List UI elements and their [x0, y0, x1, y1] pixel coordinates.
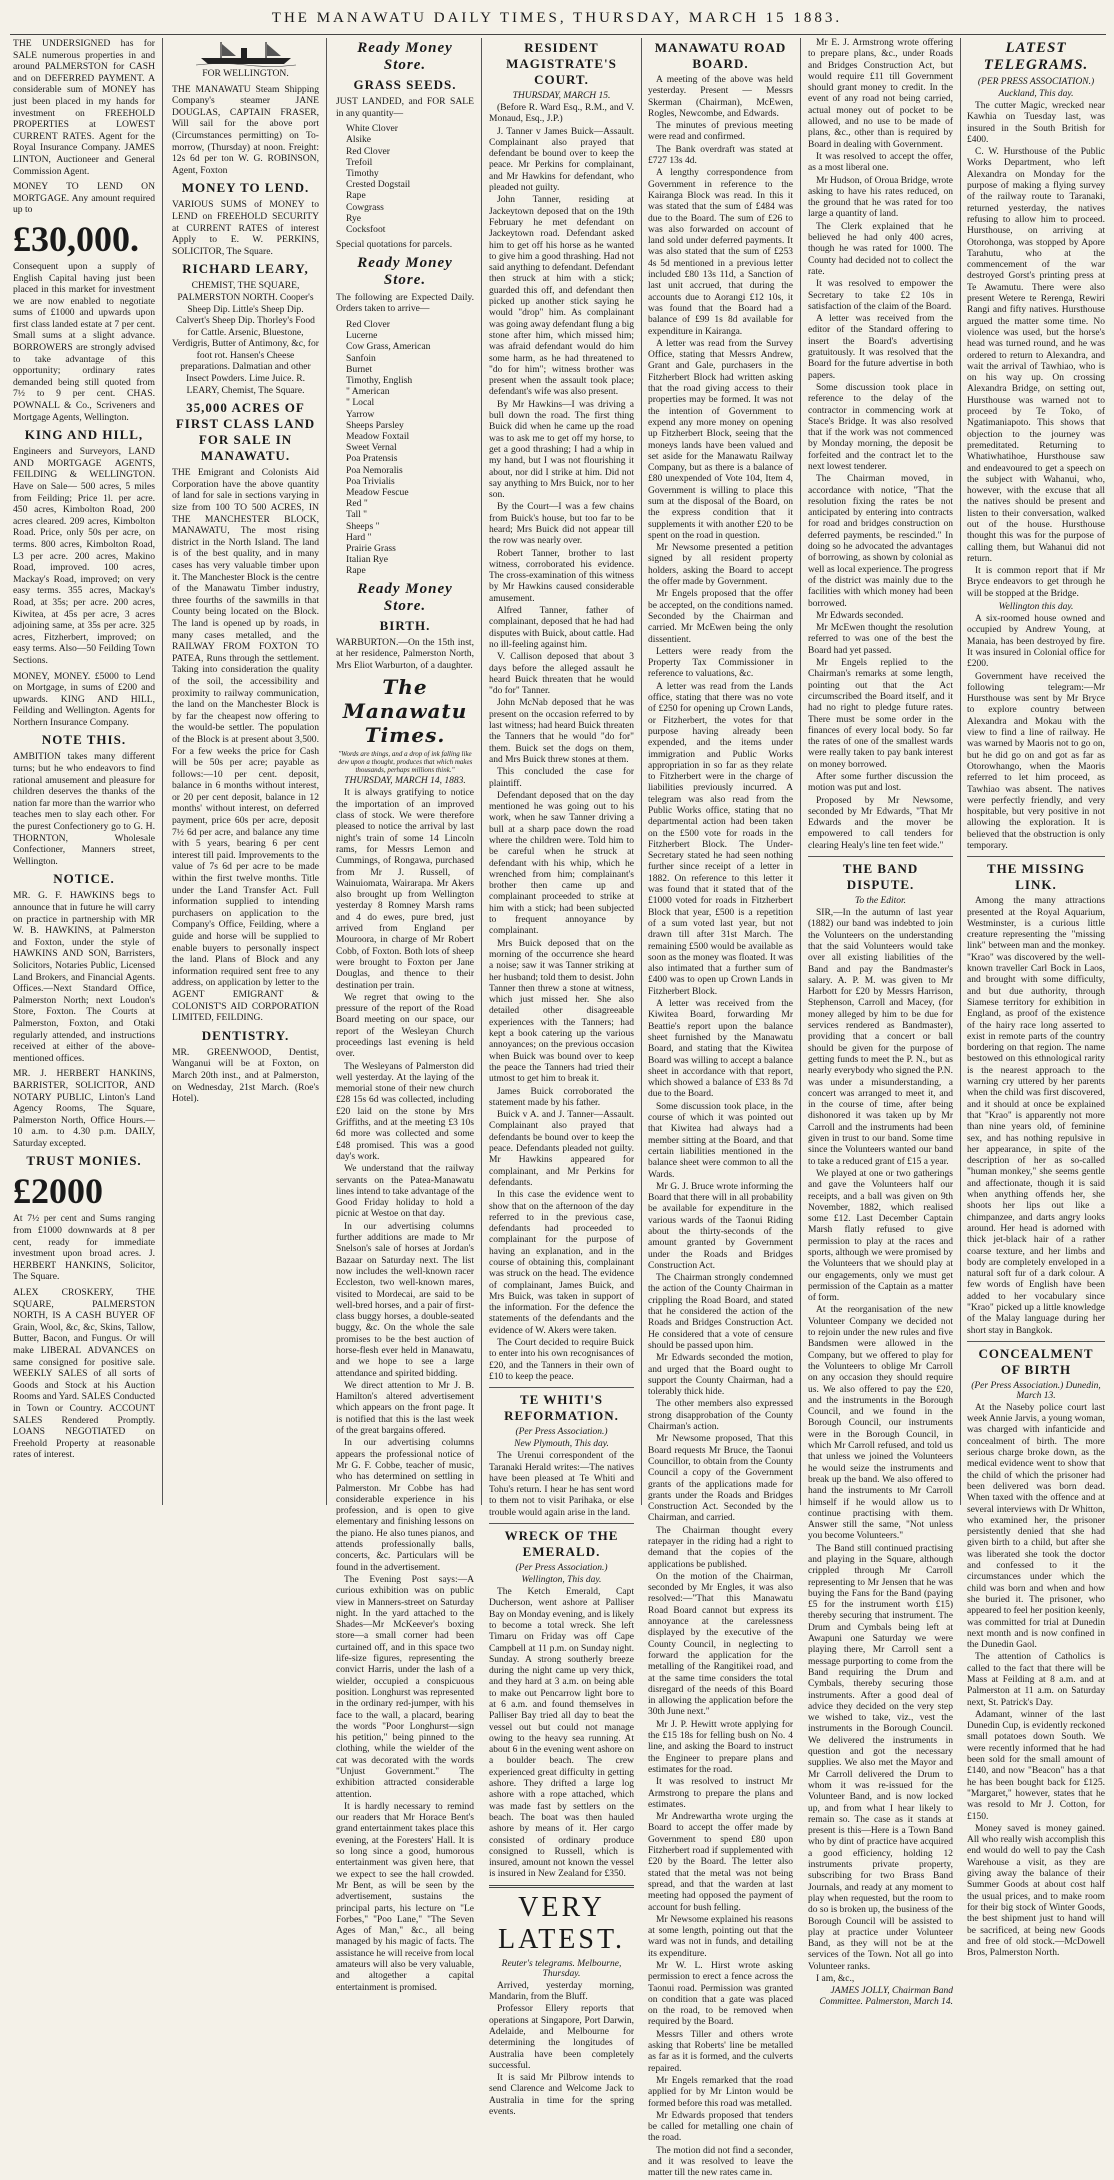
section-heading: TRUST MONIES. [26, 1153, 142, 1169]
article-paragraph: Some discussion took place, in the course of which it was pointed out that Kiwitea had always had a member sitting at the Board, and that certain liabilities mentioned in the balance sheet were common to all the Wards. [648, 1101, 793, 1180]
list-item: Sheeps " [346, 520, 380, 532]
advertisement: At 7½ per cent and Sums ranging from £1000 downwards at 8 per cent, ready for immediate investment upon broad acres. J. HERBERT HANKINS, Solicitor, The Square. [13, 1213, 155, 1283]
dateline: (PER PRESS ASSOCIATION.) [977, 77, 1095, 87]
section-heading: THE MISSING LINK. [986, 861, 1086, 893]
article-paragraph: We played at one or two gatherings and gave the Volunteers half our receipts, and a ball was given on 9th November, 1882, which realised some £12. Last December Captain Marsh flatly refused to give permission to play at the races and sports, although we were promised by the Volunteers that we should play at our engagements, only we must get permission of the Captain as a matter of form. [808, 1168, 953, 1304]
section-heading: THE BAND DISPUTE. [842, 861, 919, 893]
article-paragraph: Mr G. J. Bruce wrote informing the Board that there will in all probability be available for expenditure in the various wards of the Taonui Riding about the thirty-seconds of the amount granted by Government under the Roads and Bridges Construction Act. [648, 1181, 793, 1271]
dateline: To the Editor. [854, 896, 907, 907]
article-paragraph: (Before R. Ward Esq., R.M., and V. Monaud, Esq., J.P.) [489, 103, 634, 125]
list-item: Poa Nemoralis [346, 464, 403, 476]
advertisement: THE Emigrant and Colonists Aid Corporation have the above quantity of land for sale in sections varying in size from 100 TO 500 ACRES, IN THE MANCHESTER BLOCK, MANAWATU, The most rising district in the North Island. The land is of the best quality, and in many cases has very valuable timber upon it. The Manchester Block is the centre of the Manawatu Timber industry, three fourths of the sawmills in that County being located on the Block. The land is opened up by roads, in many cases metalled, and the RAILWAY FROM FOXTON TO PATEA, Runs through the settlement. Taking into consideration the quality of the soil, the accessibility and proximity to railway communication, the land on the Manchester Block is by far the cheapest now offering to the would-be settler. The population of the Block is at present about 3,500. For a few weeks the price for Cash will be 50s per acre; payable as follows:—10 per cent. deposit, balance in 6 months without interest, or 20 per cent deposit, balance in 12 months' without interest, on deferred payment, price 60s per acre, deposit 7½ 6d per acre, and balance any time with 5 years, bearing 6 per cent interest till paid. Improvements to the value of 7s 6d per acre to be made within the first twelve months. Title under the Land Transfer Act. Full information supplied to intending purchasers on application to the Company's Office, Feilding, where a guide and horse will be supplied to enable buyers to personally inspect the land. Plans of Block and any information required sent free to any address, on application by letter to the AGENT EMIGRANT & COLONIST'S AID CORPORATION LIMITED, FEILDING. [172, 467, 319, 1024]
section-heading: Ready Money Store. [357, 40, 453, 73]
list-item: Rape [346, 190, 366, 202]
section-heading: GRASS SEEDS. [353, 77, 457, 92]
dateline: Wellington, This day. [521, 1575, 602, 1586]
section-heading: MONEY TO LEND. [181, 180, 310, 196]
dateline: Reuter's telegrams. Melbourne, Thursday. [501, 1958, 622, 1979]
article-paragraph: A lengthy correspondence from Government in reference to the Kairanga Block was read. In this it was stated that the sum of £484 was due to the Board. The sum of £26 to was also forwarded on account of land sold under deferred payments. It was also stated that the sum of £253 4s 5d mentioned in a previous letter included £80 13s 11d, a Sanction of last unit accrued, that during the accounts due to Aorangi £12 10s, it was found that the Board had a balance of £99 1s 8d available for expenditure in Kairanga. [648, 168, 793, 337]
column-rule [800, 38, 801, 1505]
column-rule [162, 38, 163, 1505]
article-paragraph: The Chairman strongly condemned the action of the County Chairman in crippling the Road Board, and stated that he considered the action of the Roads and Bridges Construction Act. He considered that a vote of censure should be passed upon him. [648, 1273, 793, 1351]
article-paragraph: Alfred Tanner, father of complainant, deposed that he had had disputes with Buick, about cattle. Had no ill-feeling against him. [489, 606, 634, 650]
article-paragraph: The cutter Magic, wrecked near Kawhia on Tuesday last, was insured in the South British for £400. [967, 101, 1105, 145]
article-paragraph: It is always gratifying to notice the importation of an improved class of stock. We were therefore pleased to notice the arrival by last night's train of some 14 Lincoln rams, for Messrs Lemon and Cummings, of Rongawa, purchased from Mr J. Russell, of Wainuiomata, Wairarapa. Mr Akers also brought up from Wellington yesterday 8 Romney Marsh rams and 4 do ewes, pure bred, just arrived from England per Mouroora, in charge of Mr Robert Cobb, of Foxton. Both lots of sheep were brought to Foxton per Jane Douglas, and thence to their destination per train. [336, 788, 474, 991]
section-heading: RICHARD LEARY, [182, 261, 309, 277]
column-6 [803, 38, 958, 2008]
dateline: (Per Press Association.) [515, 1563, 608, 1574]
article-paragraph: C. W. Hursthouse of the Public Works Department, who left Alexandra on Monday for the purpose of making a flying survey of the railway route to Taranaki, returned yesterday, the natives refusing to allow him to proceed. Hursthouse, on arriving at Otorohonga, was stopped by Apore Tarahutu, who at the commencement of the war destroyed Gorst's printing press at Te Awamutu. There were also present Wetere te Rerenga, Rewiri Rangi and fifty natives. Hursthouse argued the matter some time. No violence was used, but the horse's head was turned round, and he was ordered to return to Alexandra, and wait the arrival of Tawhiao, who is on his way up. On crossing Alexandra Bridge, on setting out, Hursthouse was warned not to proceed by Te Toko, of Ngatimaniapoto. This shows that objection to the journey was premeditated. Returning to Whatiwhatihoe, Hursthouse saw and endeavoured to get a speech on the subject with Wahanui, who, however, with the excuse that all the natives should be present and listen to their conversation, walked out of the house. Hursthouse thought this was for the purpose of calling them, but Wahanui did not return. [967, 147, 1105, 564]
article-paragraph: Professor Ellery reports that operations at Singapore, Port Darwin, Adelaide, and Melbourne for determining the longitudes of Australia have been completely successful. [489, 2004, 634, 2071]
list-item: Prairie Grass [346, 543, 396, 555]
seed-list [336, 123, 474, 235]
article-paragraph: John McNab deposed that he was present on the occasion referred to by last witness; had heard Buick threaten the Tanners that he would "do for" them. Buick set the dogs on them, and Mrs Buick threw stones at them. [489, 698, 634, 765]
article-paragraph: On the motion of the Chairman, seconded by Mr Engles, it was also resolved:—"That this Manawatu Road Board cannot but express its annoyance at the carelessness displayed by the executive of the County Council, in neglecting to forward the application for the metalling of the Rangitikei road, and at the same time considers the total disregard of the needs of this Board in allowing the application before the 30th June next." [648, 1571, 793, 1718]
article-paragraph: Defendant deposed that on the day mentioned he was going out to his work, when he saw Tanner driving a bull at a sharp pace down the road where the children were. Told him to be careful when he struck at defendant with his whip, which he wrenched from him; complainant's brother then came up and complainant proceeded to strike at him with a stick; had been subjected to frequent annoyance by complainant. [489, 790, 634, 937]
article-paragraph: A letter was read from the Survey Office, stating that Messrs Andrew, Grant and Gale, purchasers in the Fitzherbert Block had written asking that the road giving access to their properties may be formed. It was not the intention of Government to expend any more money on opening up Fitzherbert Block, seeing that the moneys lands have been valued and set aside for the Manawatu Railway Company, but as there is a balance of £80 unexpended of Vote 104, Item 4, Government is willing to place this sum at the disposal of the Board, on the express condition that it supplements it with another £20 to be spent on the road in question. [648, 338, 793, 541]
column-1 [8, 38, 160, 1505]
section-heading: 35,000 ACRES OF FIRST CLASS LAND FOR SALE IN MANAWATU. [175, 400, 316, 464]
advertisement: MONEY, MONEY. £5000 to Lend on Mortgage, in sums of £200 and upwards. KING AND HILL, Feilding and Wellington. Agents for Northern Insurance Company. [13, 670, 155, 728]
article-paragraph: A letter was received from the editor of the Standard offering to insert the Board's advertising gratuitously. It was resolved that the Board for the future advertise in both papers. [808, 314, 953, 381]
article-paragraph: Mr Newsome presented a petition signed by all resident property holders, asking the Board to accept the offer made by Government. [648, 543, 793, 588]
list-item: Trefoil [346, 156, 373, 168]
article-paragraph: Government have received the following telegram:—Mr Hursthouse was sent by Mr Bryce to explore country between Alexandra and Mokau with the view to find a line of railway. He was warned by Maoris not to go on, but he did go on and got as far as Otorowhango, when the Maoris referred to let him proceed, as Tawhiao was absent. The natives were perfectly friendly, and very hospitable, but very positive in not allowing the exploration. It is believed that the obstruction is only temporary. [967, 671, 1105, 851]
article-paragraph: Mr W. L. Hirst wrote asking permission to erect a fence across the Taonui road. Permission was granted on condition that a gate was placed on the road, to be removed when required by the Board. [648, 1960, 793, 2028]
article-paragraph: The Chairman moved, in accordance with notice, "That the resolution fixing the rates be not anticipated by entering into contracts for road and bridges construction on deferred payments, be rescinded." In doing so he advocated the advantages of borrowing, as shown by colonial as well as local experience. The progress of the district was mainly due to the facilities with which money had been borrowed. [808, 474, 953, 609]
article-paragraph: The Bank overdraft was stated at £727 13s 4d. [648, 144, 793, 167]
column-5 [643, 38, 798, 2179]
article-paragraph: The Ketch Emerald, Capt Ducherson, went ashore at Palliser Bay on Monday evening, and is likely to become a total wreck. She left Timaru on Friday was off Cape Campbell at 11 p.m. on Sunday night. Sunday. A strong southerly breeze during the night came up very thick, and they hard at 3 a.m. on being able to make out Pencarrow light bore to at 6 a.m. and found themselves in Palliser Bay tried all day to beat the vessel out but could not manage owing to the heavy sea running. At about 6 in the evening went ashore on a boulder beach. The crew experienced great difficulty in getting ashore. They drifted a large log ashore with a rope attached, which was made fast by settlers on the beach. The boat was then hauled ashore by means of it. Her cargo consisted of ordinary produce consigned to Russell, which is insured, amount not known the vessel is insured in New Zealand for £350. [489, 1587, 634, 1880]
advertisement: Special quotations for parcels. [336, 239, 453, 251]
list-item: Alsike [346, 134, 372, 146]
dateline: THURSDAY, MARCH 15. [512, 91, 611, 101]
advertisement: Engineers and Surveyors, LAND AND MORTGAGE AGENTS, FEILDING & WELLINGTON. Have on Sale— 500 acres, 5 miles from Feilding; Price 1l. per acre. 450 acres, Kimbolton Road, 200 acres cleared. 209 acres, Kimbolton Road. Price, only 50s per acre, on terms. 800 acres, Kimbolton Road, L3 per acre. 200 acres, Makino Road, improved. 100 acres, Mackay's Road, improved; on very easy terms. 355 acres, Mackay's Road, at 35s; per acre. 200 acres, Kiwitea, at 45s per acre, 3 acres adjoining same, at 35s per acre. 325 acres, Fitzherbert, improved; on easy terms. Also—50 Feilding Town Sections. [13, 446, 155, 666]
section-heading: Ready Money Store. [357, 580, 453, 614]
article-paragraph: It is common report that if Mr Bryce endeavors to get through he will be stopped at the Bridge. [967, 566, 1105, 599]
advertisement: MONEY TO LEND ON MORTGAGE. Any amount required up to [13, 181, 155, 216]
article-paragraph: A letter was read from the Lands office, stating that there was no vote of £250 for opening up Crown Lands, or Fitzherbert, the votes for that purpose having already been expended, and the items under immigration and Public Works appropriation in so far as they relate to Fitzherbert were in the charge of liabilities previously incurred. A telegram was also read from the Public Works office, stating that no departmental action had been taken on the £500 vote for roads in the Fitzherbert Block. The Under-Secretary stated he had seen nothing further since receipt of a letter in 1882. On reference to this letter it was found that it stated that of the £1000 voted for roads in Fitzherbert Block that year, £500 is a repetition of a sum voted last year, but not drawn till after 31st March. The remaining £500 would be available as soon as the money was floated. It was also intimated that a further sum of £400 was to open up Crown Lands in Fitzherbert Block. [648, 681, 793, 997]
article-paragraph: Mr Andrewartha wrote urging the Board to accept the offer made by Government to spend £80 upon Fitzherbert road if supplemented with £20 by the Board. The letter also stated that the metal was not being spread, and that the warden at last meeting had opposed the payment of account for bush felling. [648, 1812, 793, 1913]
article-paragraph: The Urenui correspondent of the Taranaki Herald writes:—The natives have been pleased at Te Whiti and Tohu's return. I hear he has sent word to them not to visit Parihaka, or else trouble would again arise in the land. [489, 1451, 634, 1518]
column-rule [960, 38, 961, 1505]
advertisement: MR. GREENWOOD, Dentist, Wanganui will be at Foxton, on March 20th inst., and at Palmerston, on Wednesday, 21st March. (Roe's Hotel). [172, 1046, 319, 1105]
list-item: Red Clover [346, 145, 390, 157]
article-paragraph: We regret that owing to the pressure of the report of the Road Board meeting on our space, our report of the Wesleyan Church proceedings last evening is held over. [336, 992, 474, 1060]
article-paragraph: Among the many attractions presented at the Royal Aquarium, Westminster, is a curious little creature representing the "missing link" between man and the monkey. "Krao" was discovered by the well-known traveller Carl Bock in Laos, and brought with some difficulty, and but due authority, through Siamese territory for exhibition in England, as proof of the existence of the hairy race long asserted to exist in remote parts of the country bordering on that region. The name bestowed on this ethnological rarity is the nearest approach to the warning cry uttered by her parents when the child was first discovered, and it should at once be explained that "Krao" is apparently not more than nine years old, of feminine sex, and has nothing repulsive in her appearance, in spite of the description of her as so-called "human monkey," she seems gentle and affectionate, though it is said when anything offends her, she shoots her lips out like a chimpanzee, and darts angry looks around. Her head is adorned with thick jet-black hair of a rather coarse texture, and her limbs and body are completely enveloped in a natural soft fur of a dark colour. A few words of English have been added to her vocabulary since "Krao" picked up a little knowledge of the Malay language during her short stay in Bangkok. [967, 896, 1105, 1336]
list-item: Poa Trivialis [346, 475, 395, 487]
article-paragraph: The Court decided to require Buick to enter into his own recognisances of £20, and the Tanners in their own of £10 to keep the peace. [489, 1338, 634, 1382]
list-item: " American [346, 386, 390, 398]
article-paragraph: The Chairman thought every ratepayer in the riding had a right to demand that the copies of the applications be published. [648, 1525, 793, 1570]
article-paragraph: Mrs Buick deposed that on the morning of the occurrence she heard a noise; saw it was Tanner striking at her husband; told them to desist. John Tanner then threw a stone at witness, which just missed her. She also detailed other disagreeable experiences with the Tanners; had kept a book catering up the various annoyances; on the previous occasion when Buick was bound over to keep the peace the Tanners had tried their utmost to get him to break it. [489, 938, 634, 1085]
section-heading: DENTISTRY. [201, 1027, 290, 1043]
article-paragraph: The attention of Catholics is called to the fact that there will be Mass at Feilding at 8 a.m. and at Palmerston at 11 a.m. on Saturday next, St. Patrick's Day. [967, 1652, 1105, 1708]
advertisement: WARBURTON.—On the 15th inst, at her residence, Palmerston North, Mrs Eliot Warburton, of a daughter. [336, 636, 474, 671]
article-paragraph: Mr Hudson, of Oroua Bridge, wrote asking to have his rates reduced, on the ground that he was rated for too large a quantity of land. [808, 175, 953, 220]
article-paragraph: After some further discussion the motion was put and lost. [808, 772, 953, 794]
advertisement: MR. G. F. HAWKINS begs to announce that in future he will carry on practice in partnership with MR W. B. HAWKINS, at Palmerston and Foxton, under the style of HAWKINS AND SON, Barristers, Solicitors, Notaries Public, Licensed Land Brokers, and Financial Agents. Offices.—Next Standard Office, Palmerston North; next Loudon's Store, Foxton. The Courts at Palmerston, Foxton, and Otaki regularly attended, and instructions received at either of the above-mentioned offices. [13, 890, 155, 1064]
divider [489, 1523, 634, 1524]
article-paragraph: We direct attention to Mr J. B. Hamilton's altered advertisement which appears on the front page. It is notified that this is the last week of the great bargains offered. [336, 1380, 474, 1437]
article-paragraph: In this case the evidence went to show that on the afternoon of the day referred to in the previous case, defendants had proceeded to complainant for the purpose of having an explanation, and in the course of obtaining this, complainant was struck on the head. The evidence of complainant, James Buick, and Mrs Buick, was taken in support of the information. For the defence the statements of the defendants and the evidence of W. Akers were taken. [489, 1190, 634, 1336]
dateline: (Per Press Association.) [515, 1427, 608, 1438]
article-paragraph: At the Naseby police court last week Annie Jarvis, a young woman, was charged with infanticide and concealment of birth. The more serious charge broke down, as the medical evidence went to show that the child of which the prisoner had been delivered was born dead. When taxed with the offence and at several interviews with Dr Whitton, who examined her, the prisoner persistently denied that she had given birth to a child, but after she was liberated she took the doctor and confessed to it the circumstances under which the child was born and when and how she buried it. The prisoner, who appeared to feel her position keenly, was committed for trial at Dunedin next month and is now confined in the Dunedin Gaol. [967, 1402, 1105, 1651]
article-paragraph: A six-roomed house owned and occupied by Andrew Young, at Manaia, has been destroyed by fire. It was insured in Colonial office for £200. [967, 614, 1105, 670]
masthead-rule [10, 34, 1106, 35]
list-item: Sheeps Parsley [346, 419, 404, 431]
article-paragraph: Money saved is money gained. All who really wish accomplish this end would do well to pay the Cash Warehouse a visit, as they are giving away the balance of their Summer Goods at about cost half the usual prices, and to make room for their big stock of Winter Goods, the best shipment just to hand will be sacrificed, at being new Goods and free of old stock.—McDowell Bros, Palmerston North. [967, 1823, 1105, 1959]
column-rule [481, 38, 482, 1505]
list-item: Cow Grass, American [346, 341, 431, 353]
divider [967, 1341, 1105, 1342]
list-item: Poa Pratensis [346, 453, 398, 465]
article-paragraph: It was resolved to accept the offer, as a most liberal one. [808, 151, 953, 174]
section-heading: KING AND HILL, [24, 427, 144, 443]
display-amount: £30,000. [13, 218, 139, 259]
section-heading: MANAWATU ROAD BOARD. [654, 40, 787, 71]
column-7 [962, 38, 1110, 1959]
list-item: " Local [346, 397, 375, 409]
section-heading: TE WHITI'S REFORMATION. [504, 1392, 619, 1424]
list-item: Yarrow [346, 408, 375, 420]
advertisement: ALEX CROSKERY, THE SQUARE, PALMERSTON NORTH, IS A CASH BUYER OF Grain, Wool, &c, &c, Skins, Tallow, Butter, Bacon, and Fungus. Or will make LIBERAL ADVANCES on same consigned for positive sale. WEEKLY SALES of all sorts of Goods and Stock at his Auction Rooms and Yard. SALES Conducted in Town or Country. ACCOUNT SALES Rendered Promptly. LOANS NEGOTIATED on Freehold Property at reasonable rates of interest. [13, 1287, 155, 1461]
list-item: Cowgrass [346, 201, 384, 213]
section-heading: RESIDENT MAGISTRATE'S COURT. [506, 40, 617, 87]
article-paragraph: We understand that the railway servants on the Patea-Manawatu lines intend to take advantage of the Good Friday holiday to hold a picnic at Westoe on that day. [336, 1164, 474, 1220]
article-paragraph: Mr Engels remarked that the road applied for by Mr Linton would be formed before this road was metalled. [648, 2075, 793, 2109]
article-paragraph: It is hardly necessary to remind our readers that Mr Horace Bent's grand entertainment takes place this evening, at the Foresters' Hall. It is so long since a good, humorous entertainment was given here, that we expect to see the hall crowded. Mr Bent, as will be seen by the advertisement, sustains the principal parts, his lecture on "Le Forbes," "Poo Lane," "The Seven Ages of Man," &c., all being managed by his magic of facts. The assistance he will receive from local amateurs will also be very valuable, and altogether a capital entertainment is promised. [336, 1801, 474, 1993]
article-paragraph: Mr Edwards seconded. [816, 610, 904, 621]
article-paragraph: Mr Edwards proposed that tenders be called for metalling one chain of the road. [648, 2110, 793, 2144]
article-paragraph: J. Tanner v James Buick—Assault. Complainant also prayed that defendant be bound over to keep the peace. Mr Perkins for complainant, and Mr Hawkins for defendant, who pleaded not guilty. [489, 126, 634, 194]
article-paragraph: The other members also expressed strong disapprobation of the County Chairman's action. [648, 1399, 793, 1433]
list-item: Tall " [346, 509, 368, 521]
dateline: THURSDAY, MARCH 14, 1883. [344, 776, 466, 787]
column-4 [484, 38, 639, 2118]
list-item: Italian Rye [346, 554, 388, 566]
list-item: White Clover [346, 123, 398, 135]
article-paragraph: James Buick corroborated the statement made by his father. [489, 1086, 634, 1108]
article-paragraph: A letter was received from the Kiwitea Board, forwarding Mr Beattie's report upon the balance sheet furnished by the Manawatu Board, and stating that the Kiwitea Board was willing to accept a balance sheet in accordance with that report, which showed a balance of £33 8s 7d due to the Board. [648, 999, 793, 1100]
advertisement: Consequent upon a supply of English Capital having just been placed in this market for investment we are now enabled to negotiate sums of £1000 and upwards upon first class landed estate at 7 per cent. Small sums at a slight advance. BORROWERS are strongly advised to take advantage of this opportunity; ordinary rates demanded being still quoted from 7½ to 9 per cent. CHAS. POWNALL & Co., Scriveners and Mortgage Agents, Wellington. [13, 260, 155, 423]
section-heading: NOTICE. [53, 871, 115, 887]
column-3 [331, 38, 479, 1993]
newspaper-nameplate: The Manawatu Times. [342, 675, 468, 748]
article-paragraph: Letters were ready from the Property Tax Commissioner in reference to valuations, &c. [648, 646, 793, 680]
article-paragraph: Proposed by Mr Newsome, seconded by Mr Edwards, "That Mr Edwards and the mover be empowered to call tenders for clearing Healy's line ten feet wide." [808, 795, 953, 851]
list-item: Red " [346, 498, 368, 510]
advertisement: JUST LANDED, and FOR SALE in any quantity— [336, 96, 474, 119]
article-paragraph: Arrived, yesterday morning, Mandarin, from the Bluff. [489, 1980, 634, 2003]
list-item: Meadow Foxtail [346, 431, 410, 443]
advertisement: MR. J. HERBERT HANKINS, BARRISTER, SOLICITOR, AND NOTARY PUBLIC, Linton's Land Agency Rooms, The Square, Palmerston North, Office Hours.—10 a.m. to 4.30 p.m. DAILY, Saturday excepted. [13, 1068, 155, 1149]
list-item: Hard " [346, 531, 372, 543]
list-item: Red Clover [346, 319, 390, 330]
section-heading: LATEST TELEGRAMS. [983, 40, 1089, 73]
article-paragraph: By Mr Hawkins—I was driving a bull down the road. The first thing Buick did when he came up the road was to ask me to get off my horse, to get a good thrashing; I had a whip in my hand, but I was not flourishing it about, nor did I strike at him. Did not say anything to Mrs Buick, nor to her son. [489, 399, 634, 501]
article-paragraph: This concluded the case for plaintiff. [489, 767, 634, 789]
double-divider [489, 1885, 634, 1888]
advertisement: The following are Expected Daily. Orders taken to arrive— [336, 291, 474, 315]
article-paragraph: In our advertising columns appears the professional notice of Mr G. F. Cobbe, teacher of music, who has determined on settling in Palmerston. Mr Cobbe has had considerable experience in his profession, and is open to give elementary and finishing lessons on the piano. He also tunes pianos, and attends professionally balls, concerts, &c. Particulars will be found in the advertisement. [336, 1438, 474, 1573]
section-heading: BIRTH. [379, 617, 431, 633]
list-item: Meadow Fescue [346, 487, 409, 499]
article-paragraph: Mr E. J. Armstrong wrote offering to prepare plans, &c., under Roads and Bridges Construction Act, but would require £11 till Government should grant money to credit. In the event of any road not being carried, actual money out of pocket to be allowed, and no use to be made of plans, &c., other than is required by Board in dealing with Government. [808, 38, 953, 150]
divider [967, 856, 1105, 857]
article-paragraph: The Wesleyans of Palmerston did well yesterday. At the laying of the memorial stone of their new church £28 15s 6d was collected, including £20 laid on the stone by Mrs Griffiths, and at the meeting £3 10s 6d more was collected and some £48 promised. This was a good day's work. [336, 1061, 474, 1162]
article-paragraph: In our advertising columns further additions are made to Mr Snelson's sale of horses at Jordan's Bazaar on Saturday next. The list now includes the well-known racer Eccleston, two well-known mares, visited to Mordecai, are said to be well-bred horses, and a pair of first-class buggy horses, a double-seated buggy, &c. On the whole the sale promises to be the best auction of horse-flesh ever held in Manawatu, and we hope to see a large attendance and spirited bidding. [336, 1221, 474, 1379]
article-paragraph: The Band still continued practising and playing in the Square, although crippled through Mr Carroll representing to Mr Jensen that he was buying the Fans for the Band (paying £5 for the instrument worth £15) thereby securing that instrument. The Drum and Cymbals being left at Awapuni one Saturday we were playing there, Mr Carroll sent a message purporting to come from the Band requiring the Drum and Cymbals, thereby securing those instruments. After a good deal of advice they decided on the very step we wished to take, viz., vest the instruments in the Borough Council. We delivered the instruments in question and got the necessary supplies. We also met the Mayor and Mr Carroll delivered the Drum to whom it was re-issued for the Volunteer Band, and is now locked up, and from what I hear likely to remain so. The case as it stands at present is this—Here is a Town Band who by dint of practice have acquired a good efficiency, holding 12 instruments private property, subscribing for two Brass Band Journals, and ready at any moment to play when requested, but the room to do so is broken up, the business of the Borough Council will be assisted to play at practice under Volunteer Band, as they will not be at the services of the Town. Not all go into Volunteer ranks. [808, 1543, 953, 1972]
signature: JAMES JOLLY, Chairman Band Committee. Palmerston, March 14. [819, 1986, 953, 2008]
masthead [0, 0, 1114, 34]
advertisement: VARIOUS SUMS of MONEY to LEND on FREEHOLD SECURITY at CURRENT RATES of interest Apply to E. W. PERKINS, SOLICITOR, The Square. [172, 199, 319, 257]
article-paragraph: Mr Edwards seconded the motion, and urged that the Board ought to support the County Chairman, had a tolerably thick hide. [648, 1353, 793, 1398]
dateline: Wellington this day. [998, 602, 1074, 613]
seed-list [336, 319, 474, 577]
article-paragraph: John Tanner, residing at Jackeytown deposed that on the 19th February he met defendant on Jackeytown road. Defendant asked him to get off his horse as he wanted to give him a good thrashing. Had not said anything to defendant. Defendant then struck at him with a stick; guarded this off, and defendant then picked up another stick saying he would "drop" him. As complainant was going away defendant flung a big stone after him, which missed him; was afraid defendant would do him some harm, as he had threatened to "do for him"; witness brother was present when the assault took place; defendant's wife was also present. [489, 195, 634, 398]
article-paragraph: Robert Tanner, brother to last witness, corroborated his evidence. The cross-examination of this witness by Mr Hawkins caused considerable amusement. [489, 548, 634, 604]
list-item: Crested Dogstail [346, 179, 411, 191]
advertisement: CHEMIST, THE SQUARE, PALMERSTON NORTH. Cooper's Sheep Dip. Little's Sheep Dip. Calvert's Sheep Dip. Thorley's Food for Cattle. Arsenic, Bluestone, Verdigris, Butter of Antimony, &c, for foot rot. Hansen's Cheese preparations. Dalmatian and other Insect Powders. Lime Juice. R. LEARY, Chemist, The Square. [172, 280, 319, 396]
article-paragraph: SIR,—In the autumn of last year (1882) our band was indebted to join the Volunteers on the understanding that the said Volunteers would take over all existing liabilities of the Band and pay the Bandmaster's salary. A. P. M. was given to Mr Harbott for £20 by Messrs Harrison, Stephenson, Carroll and Macey, (for money alleged by him to be due for services rendered as Bandmaster), providing that a concert or ball should be given for the purpose of getting funds to meet the P. N., but as nearly everybody who signed the P.N. was under a misunderstanding, a concert was arranged to meet it, and in the course of time, after being dishonored it was taken up by Mr Carroll and the instruments had been given in trust to our band. Some time since the Volunteers wanted our band to take a reduced grant of £15 a year. [808, 908, 953, 1167]
article-paragraph: Mr Engels replied to the Chairman's remarks at some length, pointing out that the Act circumscribed the Board itself, and it had no right to pledge future rates. There must be some order in the finances of every local body. So far the rates of one of the smallest wards were really taken to pay bank interest on money borrowed. [808, 658, 953, 770]
article-paragraph: By the Court—I was a few chains from Buick's house, but too far to be heard; Mrs Buick did not appear till the row was nearly over. [489, 502, 634, 547]
article-paragraph: Mr McEwen thought the resolution referred to was one of the best the Board had yet passed. [808, 623, 953, 656]
list-item: Rape [346, 565, 366, 577]
column-rule [641, 38, 642, 1505]
article-paragraph: It is said Mr Pilbrow intends to send Clarence and Welcome Jack to Australia in time for the spring events. [489, 2073, 634, 2118]
divider [808, 856, 953, 857]
list-item: Cocksfoot [346, 224, 386, 236]
column-2 [167, 38, 324, 1505]
section-heading: VERY LATEST. [497, 1891, 626, 1955]
advertisement: THE MANAWATU Steam Shipping Company's steamer JANE DOUGLAS, CAPTAIN FRASER, Will sail for the above port (Circumstances permitting) on To-morrow, (Thursday) at noon. Freight: 12s 6d per ton W. G. ROBINSON, Agent, Foxton [172, 83, 319, 176]
article-paragraph: Messrs Tiller and others wrote asking that Roberts' line be metalled as far as it is formed, and the culverts repaired. [648, 2029, 793, 2074]
article-paragraph: The Evening Post says:—A curious exhibition was on public view in Manners-street on Saturday night. In the yard attached to the Shades—Mr McKeever's boxing store—a small corner had been curtained off, and in this space two life-size figures, representing the convict Harris, under the lash of a wielder, occupied a conspicuous position. Longhurst was represented in the ordinary red-jumper, with his face to the wall, a placard, bearing the words "Poor Longhurst—sign his petition," being pinned to the clothing, while the wielder of the cat was decorated with the words "Unjust Government." The exhibition attracted considerable attention. [336, 1574, 474, 1800]
article-paragraph: Adamant, winner of the last Dunedin Cup, is evidently reckoned small potatoes down South. We were recently informed that he had been sold for the small amount of £140, and now "Beacon" has a that he has been bought back for £125. "Margaret," however, states that he was resold to Mr J. Cotton, for £150. [967, 1709, 1105, 1822]
divider [489, 1387, 634, 1388]
dateline: Auckland, This day. [998, 89, 1074, 99]
article-paragraph: Buick v A. and J. Tanner—Assault. Complainant also prayed that defendants be bound over to keep the peace. Defendants pleaded not guilty. Mr Hawkins appeared for complainant, and Mr Perkins for defendants. [489, 1110, 634, 1188]
list-item: Burnet [346, 363, 373, 375]
motto: "Words are things, and a drop of ink falling like dew upon a thought, produces that which makes thousands, perhaps millions think." [337, 750, 473, 775]
section-heading: CONCEALMENT OF BIRTH [978, 1345, 1094, 1377]
list-item: Rye [346, 212, 362, 224]
article-paragraph: Some discussion took place in reference to the delay of the contractor in commencing work at Stace's Bridge. It was also resolved that if the work was not commenced by Monday morning, the deposit be forfeited and the contract let to the next lowest tenderer. [808, 382, 953, 472]
advertisement: AMBITION takes many different turns; but he who endeavors to find rational amusement and pleasure for children deserves the thanks of the nation far more than the warrior who teaches men to slay each other. For the purest Confectionery go to G. H. THORNTON, Wholesale Confectioner, Manners street, Wellington. [13, 751, 155, 867]
advertisement: FOR WELLINGTON. [202, 68, 289, 79]
article-paragraph: Mr Newsome explained his reasons at some length, pointing out that the ward was not in funds, and detailing its expenditure. [648, 1914, 793, 1959]
list-item: Timothy, English [346, 375, 413, 387]
article-paragraph: The minutes of previous meeting were read and confirmed. [648, 121, 793, 143]
article-paragraph: The Clerk explained that he believed he had only 400 acres, though he was rated for 1000. The County had decided not to collect the rate. [808, 221, 953, 277]
article-paragraph: At the reorganisation of the new Volunteer Company we decided not to rejoin under the new rules and five Bandsmen were allowed in the Company, but we offered to play for the Volunteers to oblige Mr Carroll on any occasion they should require us. We also offered to pay the £20, and the instruments in the Borough Council, and we found in the Borough Council, our instruments were in the Borough Council, in which Mr Carroll refused, and told us that unless we joined the Volunteers he would seize the instruments and break up the band. We also offered to hand the instruments to Mr Carroll himself if he would allow us to continue practising with them. Answer still the same, "Not unless you become Volunteers." [808, 1305, 953, 1542]
article-paragraph: It was resolved to empower the Secretary to take £2 10s in satisfaction of the claim of the Board. [808, 279, 953, 312]
advertisement: THE UNDERSIGNED has for SALE numerous properties in and around PALMERSTON for CASH and on DEFERRED PAYMENT. A considerable sum of MONEY has just been placed in my hands for investment on FREEHOLD PROPERTIES at LOWEST CURRENT RATES. Agent for the Royal Insurance Company. JAMES LINTON, Auctioneer and General Commission Agent. [13, 38, 155, 177]
section-heading: Ready Money Store. [357, 254, 453, 288]
list-item: Sweet Vernal [346, 442, 397, 454]
article-paragraph: I am, &c., [816, 1973, 855, 1984]
article-paragraph: V. Callison deposed that about 3 days before the alleged assault he heard Buick threaten that he would "do for" Tanner. [489, 652, 634, 697]
section-heading: WRECK OF THE EMERALD. [504, 1528, 619, 1560]
article-paragraph: It was resolved to instruct Mr Armstrong to prepare the plans and estimates. [648, 1777, 793, 1810]
list-item: Timothy [346, 168, 379, 179]
steamship-icon [196, 40, 296, 66]
article-paragraph: A meeting of the above was held yesterday. Present — Messrs Skerman (Chairman), McEwen, Rogles, Newcombe, and Edwards. [648, 75, 793, 119]
article-paragraph: Mr Engels proposed that the offer be accepted, on the conditions named. Seconded by the Chairman and carried. Mr McEwen being the only dissentient. [648, 589, 793, 645]
dateline: New Plymouth, This day. [514, 1439, 609, 1450]
display-amount: £2000 [13, 1171, 103, 1212]
list-item: Sanfoin [346, 352, 376, 364]
dateline: (Per Press Association.) Dunedin, March 13. [971, 1380, 1101, 1401]
article-paragraph: The motion did not find a seconder, and it was resolved to leave the matter till the new rates came in. [648, 2145, 793, 2179]
article-paragraph: Mr Newsome proposed, That this Board requests Mr Bruce, the Taonui Councillor, to obtain from the County Council a copy of the Government grants of the applications made for grants under the Roads and Bridges Construction Act. Seconded by the Chairman, and carried. [648, 1434, 793, 1524]
masthead-title: THE MANAWATU DAILY TIMES, THURSDAY, MARCH 15 1883. [271, 10, 843, 26]
article-paragraph: Mr J. P. Hewitt wrote applying for the £15 18s for felling bush on No. 4 line, and asking the Board to instruct the Engineer to prepare plans and estimates for the road. [648, 1719, 793, 1775]
column-rule [326, 38, 327, 1505]
list-item: Lucerne [346, 330, 378, 342]
section-heading: NOTE THIS. [41, 732, 127, 748]
